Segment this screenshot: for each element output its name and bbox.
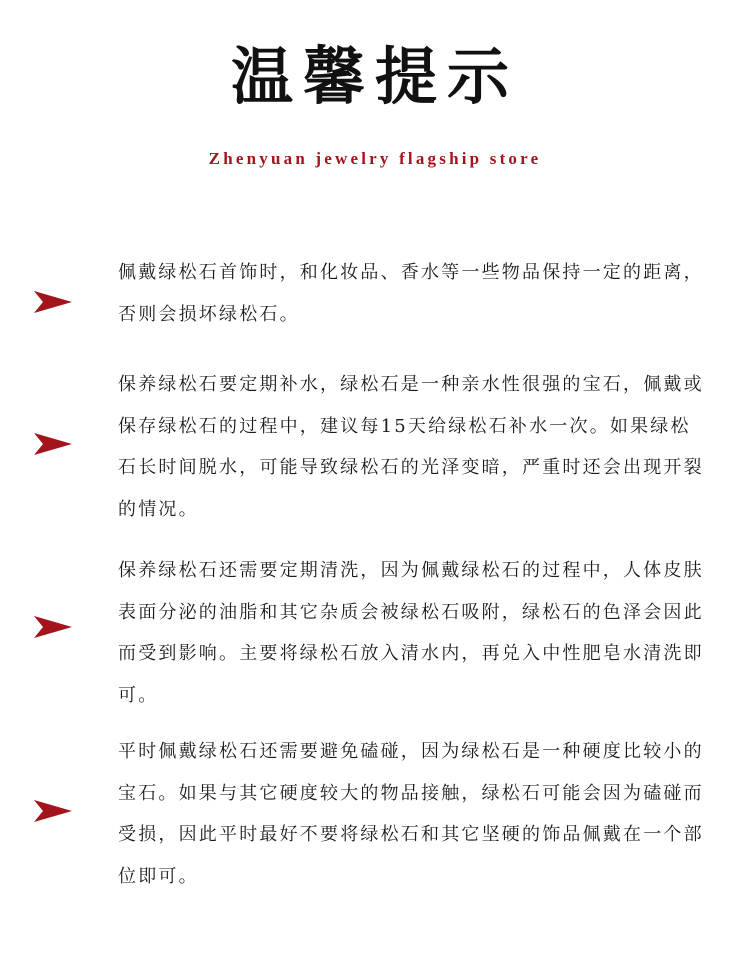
tip-text-2: 保养绿松石要定期补水，绿松石是一种亲水性很强的宝石，佩戴或保存绿松石的过程中，建议每15天给绿松石补水一次。如果绿松石长时间脱水，可能导致绿松石的光泽变暗，严重时还会出现开裂的情况。 — [118, 374, 704, 520]
arrow-bullet-icon — [34, 616, 72, 638]
arrow-bullet-icon — [34, 291, 72, 313]
tip-text-4: 平时佩戴绿松石还需要避免磕碰，因为绿松石是一种硬度比较小的宝石。如果与其它硬度较大的物品接触，绿松石可能会因为磕碰而受损，因此平时最好不要将绿松石和其它坚硬的饰品佩戴在一个部位即可。 — [118, 741, 704, 887]
page-title: 温馨提示 — [230, 40, 519, 113]
tip-text-1: 佩戴绿松石首饰时，和化妆品、香水等一些物品保持一定的距离，否则会损坏绿松石。 — [118, 262, 704, 325]
tip-text-3: 保养绿松石还需要定期清洗，因为佩戴绿松石的过程中，人体皮肤表面分泌的油脂和其它杂质会被绿松石吸附，绿松石的色泽会因此而受到影响。主要将绿松石放入清水内，再兑入中性肥皂水清洗即可。 — [118, 560, 704, 706]
arrow-bullet-icon — [34, 800, 72, 822]
arrow-bullet-icon — [34, 433, 72, 455]
store-subtitle: Zhenyuan jewelry flagship store — [208, 149, 542, 168]
